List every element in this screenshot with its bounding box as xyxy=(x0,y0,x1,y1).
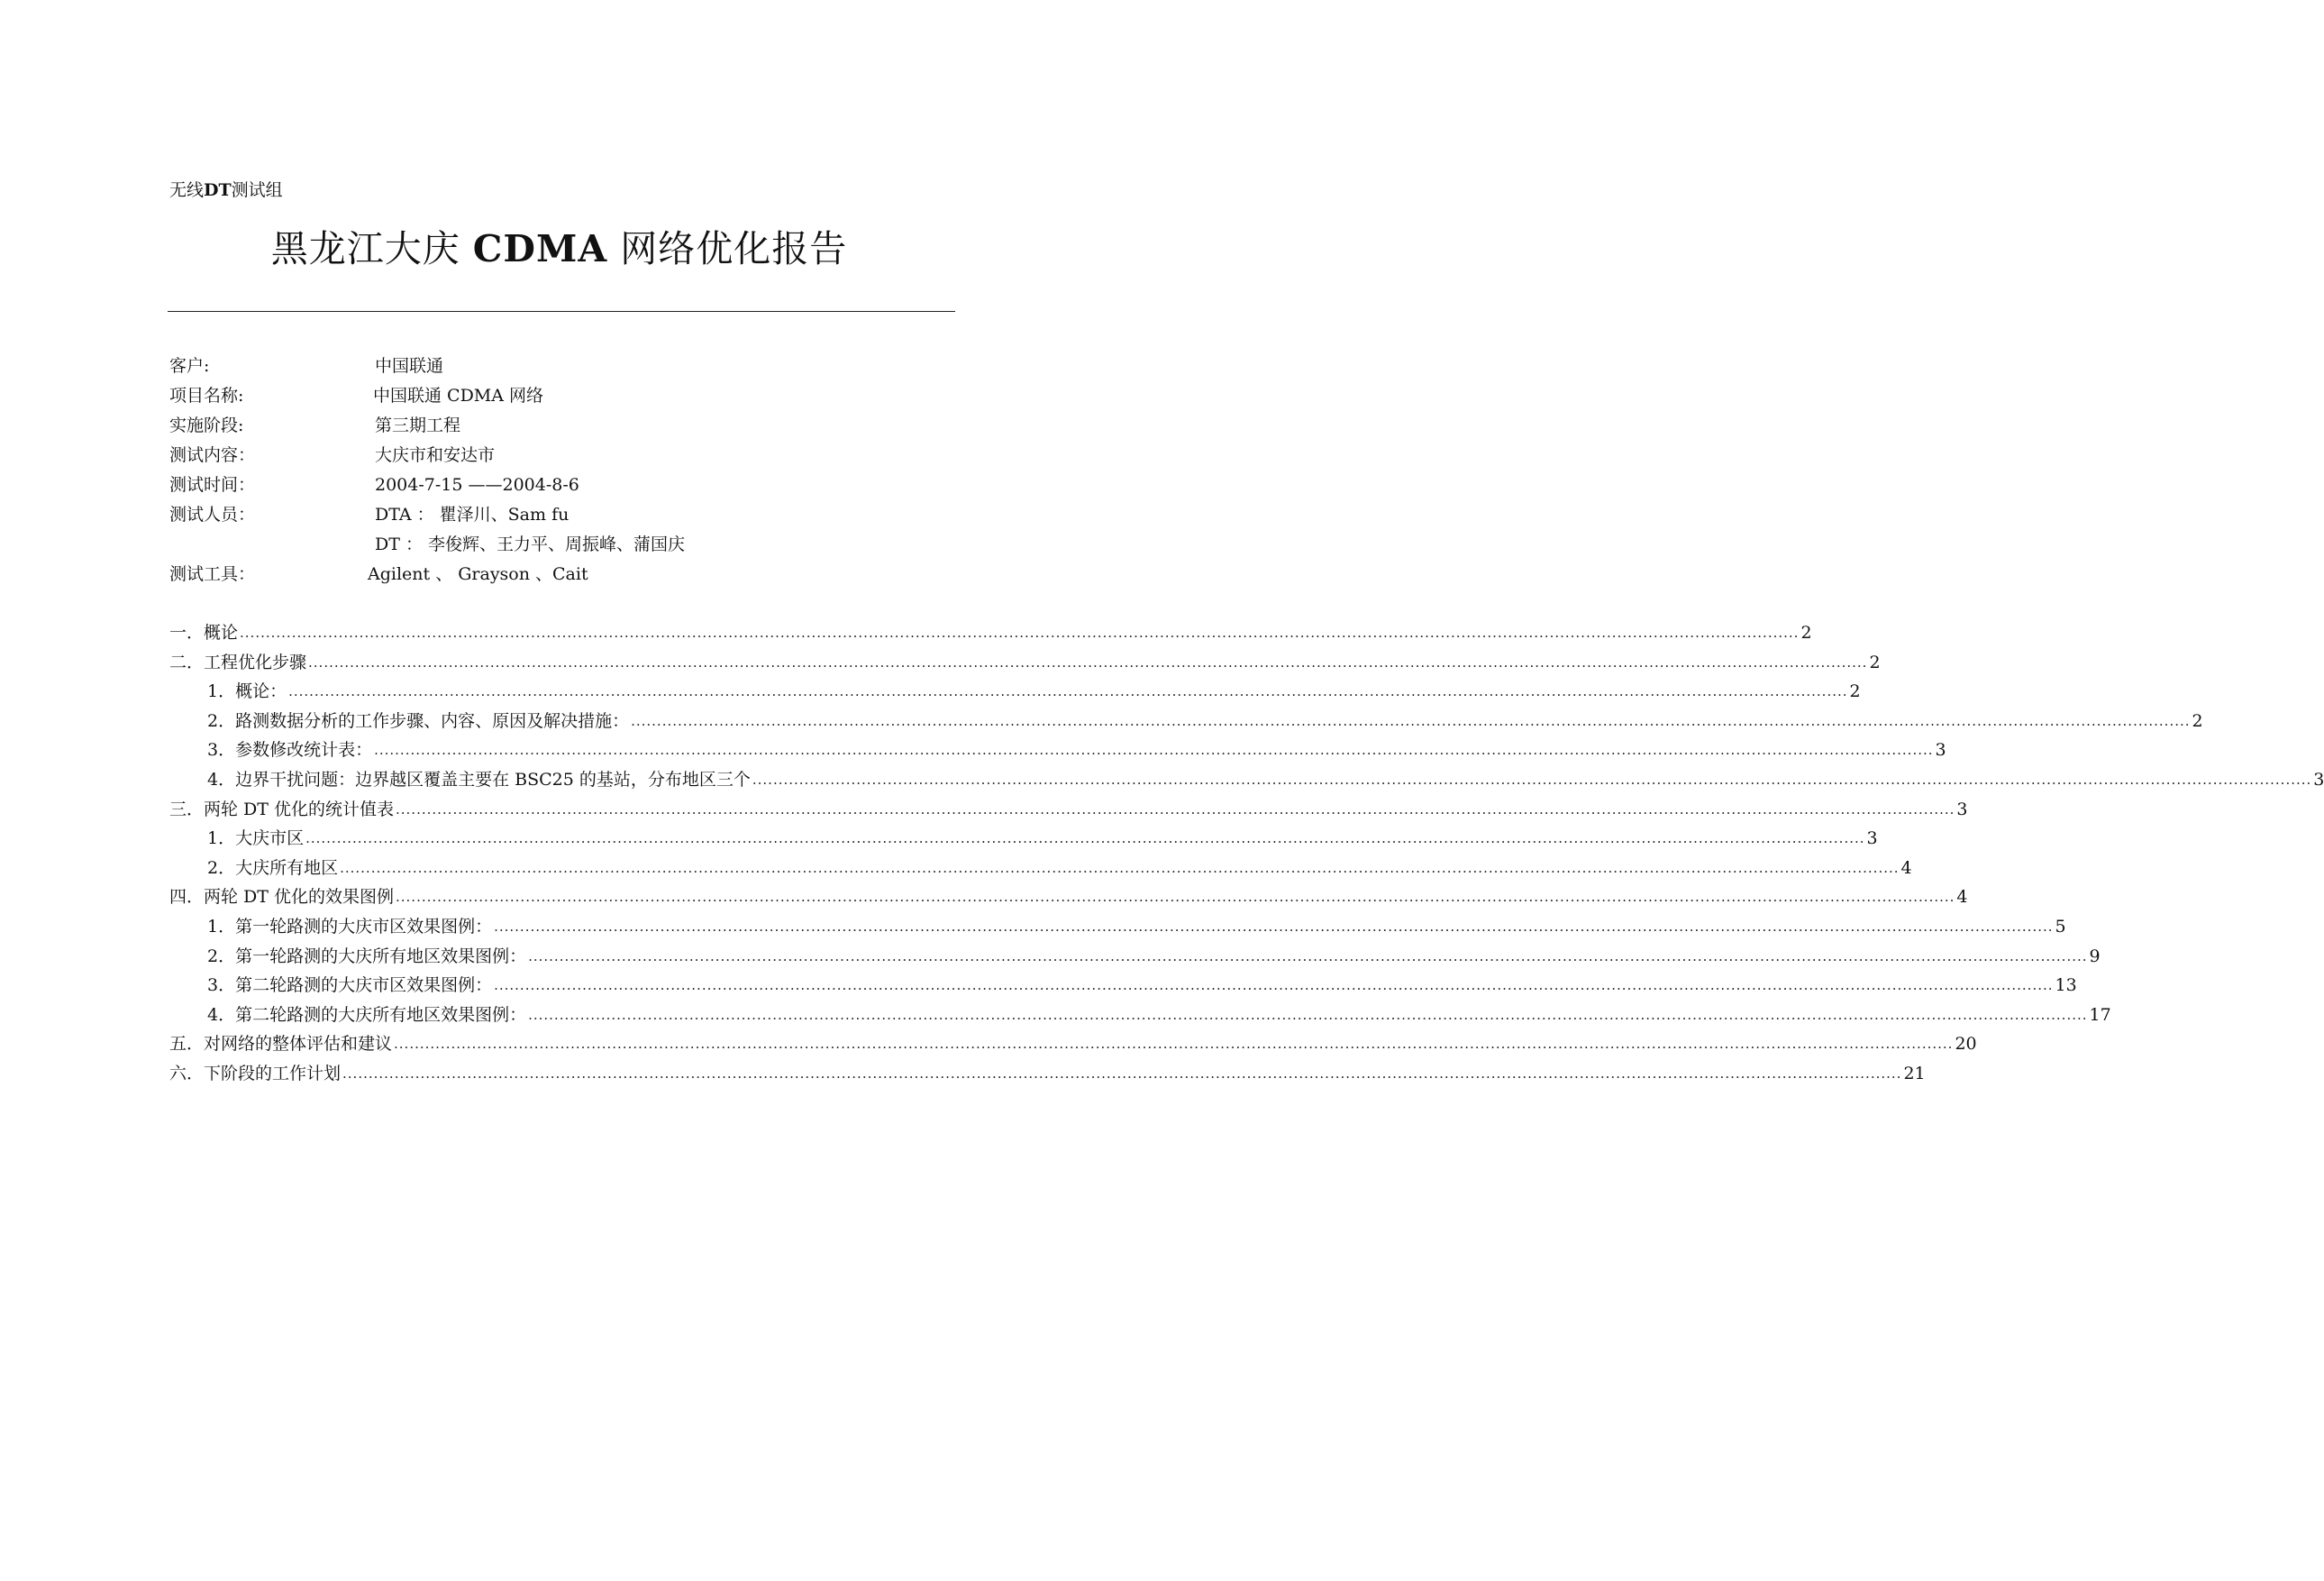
toc-dot-leader: ............................................................................................................................................................................................................................................................................................................ xyxy=(305,830,1865,847)
toc-entry[interactable] xyxy=(169,736,1946,765)
group-label-suffix: 测试组 xyxy=(231,180,283,200)
toc-page-number: 3 xyxy=(1956,799,1968,819)
title-part2: 网络优化报告 xyxy=(620,227,848,270)
toc-dot-leader: ............................................................................................................................................................................................................................................................................................................ xyxy=(288,683,1848,700)
toc-dot-leader: ............................................................................................................................................................................................................................................................................................................ xyxy=(394,1036,1954,1053)
toc-page-number: 2 xyxy=(1800,623,1812,643)
info-row-test-time xyxy=(169,471,800,500)
info-value: 第三期工程 xyxy=(375,416,461,435)
toc-entry[interactable] xyxy=(169,765,2324,795)
toc-page-number: 9 xyxy=(2089,946,2101,966)
toc-entry-title: 2．大庆所有地区 xyxy=(207,857,339,878)
toc-entry[interactable] xyxy=(169,854,1912,883)
toc-entry[interactable] xyxy=(169,618,1812,648)
info-value: 中国联通 xyxy=(375,356,444,376)
toc-entry[interactable] xyxy=(169,882,1968,912)
toc-page-number: 5 xyxy=(2055,916,2066,937)
title-bold: CDMA xyxy=(472,227,608,270)
info-value: 2004-7-15 ——2004-8-6 xyxy=(375,475,579,495)
title-divider xyxy=(168,311,955,312)
toc-page-number: 3 xyxy=(1866,828,1878,849)
group-label-bold: DT xyxy=(204,180,232,200)
toc-entry[interactable] xyxy=(169,1059,1926,1089)
toc-page-number: 13 xyxy=(2055,975,2077,996)
toc-page-number: 20 xyxy=(1955,1034,1977,1055)
info-label: 测试内容： xyxy=(169,445,256,465)
toc-dot-leader: ............................................................................................................................................................................................................................................................................................................ xyxy=(528,1006,2088,1023)
toc-entry-title: 五．对网络的整体评估和建议 xyxy=(169,1034,393,1055)
info-row-test-content xyxy=(169,441,800,471)
group-label-prefix: 无线 xyxy=(169,180,205,200)
info-label: 客户: xyxy=(169,356,210,376)
toc-page-number: 3 xyxy=(2313,769,2324,790)
toc-dot-leader: ............................................................................................................................................................................................................................................................................................................ xyxy=(494,918,2054,935)
info-value: 中国联通 CDMA 网络 xyxy=(373,386,544,406)
toc-page-number: 2 xyxy=(1849,681,1861,702)
toc-entry[interactable] xyxy=(169,648,1881,678)
toc-dot-leader: ............................................................................................................................................................................................................................................................................................................ xyxy=(374,742,1934,759)
toc-entry-title: 三．两轮 DT 优化的统计值表 xyxy=(169,799,394,819)
info-row-phase xyxy=(169,411,800,441)
toc-entry-title: 3．第二轮路测的大庆市区效果图例： xyxy=(207,975,493,996)
toc-page-number: 4 xyxy=(1956,887,1968,908)
title-part1: 黑龙江大庆 xyxy=(270,227,460,270)
toc-entry-title: 4．第二轮路测的大庆所有地区效果图例： xyxy=(207,1004,527,1025)
toc-dot-leader: ............................................................................................................................................................................................................................................................................................................ xyxy=(528,947,2088,964)
toc-entry[interactable] xyxy=(169,795,1968,825)
toc-entry-title: 四．两轮 DT 优化的效果图例 xyxy=(169,887,394,908)
toc-page-number: 2 xyxy=(1869,652,1881,672)
toc-entry[interactable] xyxy=(169,1029,1977,1059)
info-row-customer xyxy=(169,352,800,381)
toc-entry-title: 二．工程优化步骤 xyxy=(169,652,307,672)
group-label xyxy=(169,178,283,202)
toc-entry-title: 1．概论： xyxy=(207,681,287,702)
table-of-contents xyxy=(169,618,2324,1089)
toc-entry-title: 4．边界干扰问题：边界越区覆盖主要在 BSC25 的基站，分布地区三个 xyxy=(207,769,751,790)
info-label: 测试工具： xyxy=(169,564,256,584)
toc-entry[interactable] xyxy=(169,912,2066,942)
project-info xyxy=(169,352,800,589)
toc-entry[interactable] xyxy=(169,971,2077,1001)
toc-page-number: 2 xyxy=(2192,710,2203,731)
info-value: DT ： 李俊辉、王力平、周振峰、蒲国庆 xyxy=(375,535,685,554)
toc-dot-leader: ............................................................................................................................................................................................................................................................................................................ xyxy=(342,1065,1902,1082)
toc-dot-leader: ............................................................................................................................................................................................................................................................................................................ xyxy=(340,859,1900,876)
toc-dot-leader: ............................................................................................................................................................................................................................................................................................................ xyxy=(494,977,2054,994)
toc-entry[interactable] xyxy=(169,1001,2111,1030)
info-value: Agilent 、 Grayson 、Cait xyxy=(368,564,588,584)
toc-page-number: 17 xyxy=(2089,1004,2111,1025)
toc-entry-title: 一．概论 xyxy=(169,623,239,643)
info-value: 大庆市和安达市 xyxy=(375,445,496,465)
info-row-tools xyxy=(169,560,800,589)
info-value: DTA ： 瞿泽川、Sam fu xyxy=(375,505,570,525)
info-label: 项目名称: xyxy=(169,386,244,406)
toc-entry-title: 六．下阶段的工作计划 xyxy=(169,1063,342,1083)
toc-entry-title: 3．参数修改统计表： xyxy=(207,740,373,761)
toc-dot-leader: ............................................................................................................................................................................................................................................................................................................ xyxy=(308,653,1868,671)
toc-entry[interactable] xyxy=(169,677,1861,707)
info-label: 测试人员： xyxy=(169,505,256,525)
toc-entry-title: 1．第一轮路测的大庆市区效果图例： xyxy=(207,916,493,937)
toc-page-number: 21 xyxy=(1903,1063,1926,1083)
info-row-project-name xyxy=(169,381,800,411)
toc-page-number: 3 xyxy=(1935,740,1946,761)
toc-entry-title: 2．第一轮路测的大庆所有地区效果图例： xyxy=(207,946,527,966)
toc-dot-leader: ............................................................................................................................................................................................................................................................................................................ xyxy=(631,712,2191,729)
toc-dot-leader: ............................................................................................................................................................................................................................................................................................................ xyxy=(396,800,1955,818)
info-row-testers-dt xyxy=(169,530,800,560)
toc-entry-title: 1．大庆市区 xyxy=(207,828,305,849)
toc-entry[interactable] xyxy=(169,707,2203,736)
toc-dot-leader: ............................................................................................................................................................................................................................................................................................................ xyxy=(752,771,2312,788)
toc-entry[interactable] xyxy=(169,942,2101,972)
toc-entry[interactable] xyxy=(169,824,1878,854)
toc-dot-leader: ............................................................................................................................................................................................................................................................................................................ xyxy=(240,625,1800,641)
page-title xyxy=(0,224,1118,274)
toc-dot-leader: ............................................................................................................................................................................................................................................................................................................ xyxy=(396,889,1955,906)
info-label: 实施阶段: xyxy=(169,416,244,435)
info-label: 测试时间： xyxy=(169,475,256,495)
info-row-testers xyxy=(169,500,800,530)
toc-page-number: 4 xyxy=(1900,857,1912,878)
toc-entry-title: 2．路测数据分析的工作步骤、内容、原因及解决措施： xyxy=(207,710,630,731)
